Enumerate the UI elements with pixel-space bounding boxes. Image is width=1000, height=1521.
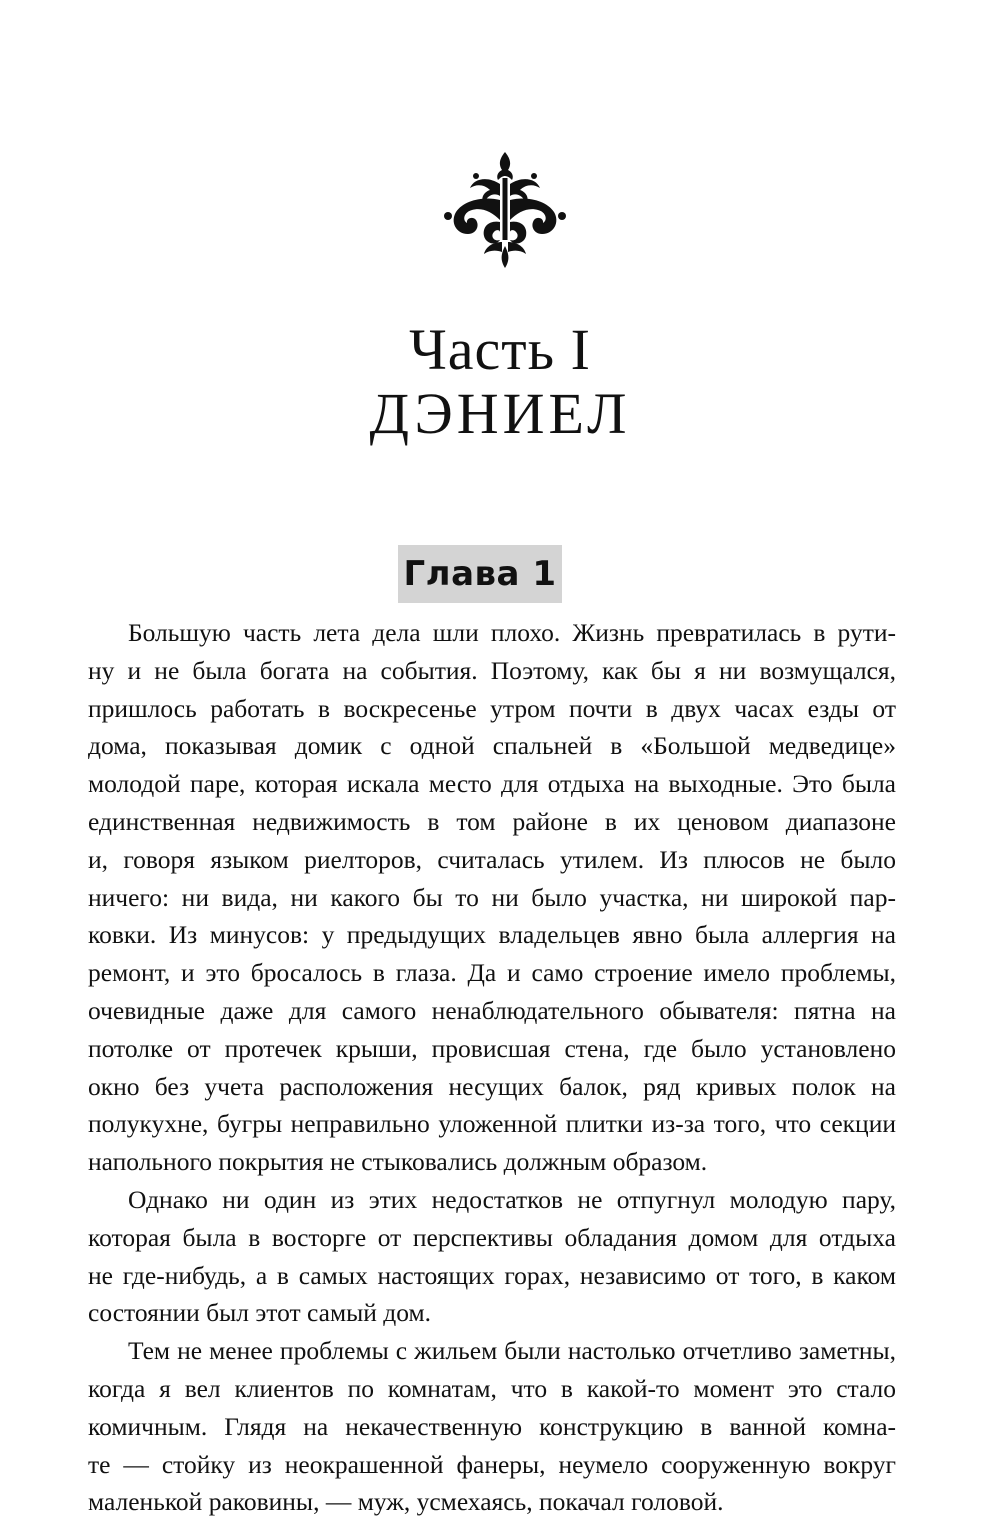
text-line: напольного покрытия не стыковались должным образом.	[88, 1147, 708, 1177]
text-line: которая была в восторге от перспективы обладания домом для отдыха	[88, 1222, 896, 1252]
part-number: Часть I	[409, 317, 591, 382]
chapter-title: Глава 1	[403, 554, 557, 594]
text-line: дома, показывая домик с одной спальней в «Большой медведице»	[88, 731, 896, 761]
text-line: молодой паре, которая искала место для отдыха на выходные. Это была	[88, 769, 896, 799]
text-line: когда я вел клиентов по комнатам, что в какой-то момент это стало	[88, 1373, 896, 1403]
text-line: потолке от протечек крыши, провисшая стена, где было установлено	[88, 1033, 896, 1063]
text-line: ковки. Из минусов: у предыдущих владельцев явно была аллергия на	[88, 920, 896, 950]
text-line: те — стойку из неокрашенной фанеры, неумело сооруженную вокруг	[88, 1449, 896, 1479]
floral-ornament-icon	[440, 150, 570, 270]
text-line: комичным. Глядя на некачественную конструкцию в ванной комна-	[88, 1411, 896, 1441]
text-line: Тем не менее проблемы с жильем были настолько отчетливо заметны,	[128, 1336, 896, 1366]
text-line: маленькой раковины, — муж, усмехаясь, покачал головой.	[88, 1487, 724, 1517]
part-title: ДЭНИЕЛ	[369, 381, 631, 446]
paragraph	[88, 1181, 896, 1332]
text-line: состоянии был этот самый дом.	[88, 1298, 432, 1328]
text-line: пришлось работать в воскресенье утром почти в двух часах езды от	[88, 693, 896, 723]
paragraph	[88, 614, 896, 1181]
text-line: Однако ни один из этих недостатков не отпугнул молодую пару,	[128, 1184, 896, 1214]
chapter-heading-box	[398, 545, 562, 603]
text-line: полукухне, бугры неправильно уложенной плитки из-за того, что секции	[88, 1109, 896, 1139]
text-line: ну и не была богата на события. Поэтому, как бы я ни возмущался,	[88, 655, 896, 685]
text-line: не где-нибудь, а в самых настоящих горах, независимо от того, в каком	[88, 1260, 896, 1290]
text-line: ремонт, и это бросалось в глаза. Да и само строение имело проблемы,	[88, 958, 896, 988]
text-line: Большую часть лета дела шли плохо. Жизнь превратилась в рути-	[128, 618, 896, 647]
text-line: единственная недвижимость в том районе в их ценовом диапазоне	[88, 806, 896, 836]
text-line: ничего: ни вида, ни какого бы то ни было участка, ни широкой пар-	[88, 882, 896, 912]
text-line: очевидные даже для самого ненаблюдательного обывателя: пятна на	[88, 995, 896, 1025]
text-line: и, говоря языком риелторов, считалась утилем. Из плюсов не было	[88, 844, 896, 874]
text-line: окно без учета расположения несущих балок, ряд кривых полок на	[88, 1071, 896, 1101]
paragraph	[88, 1332, 896, 1521]
body-text	[88, 614, 896, 1521]
